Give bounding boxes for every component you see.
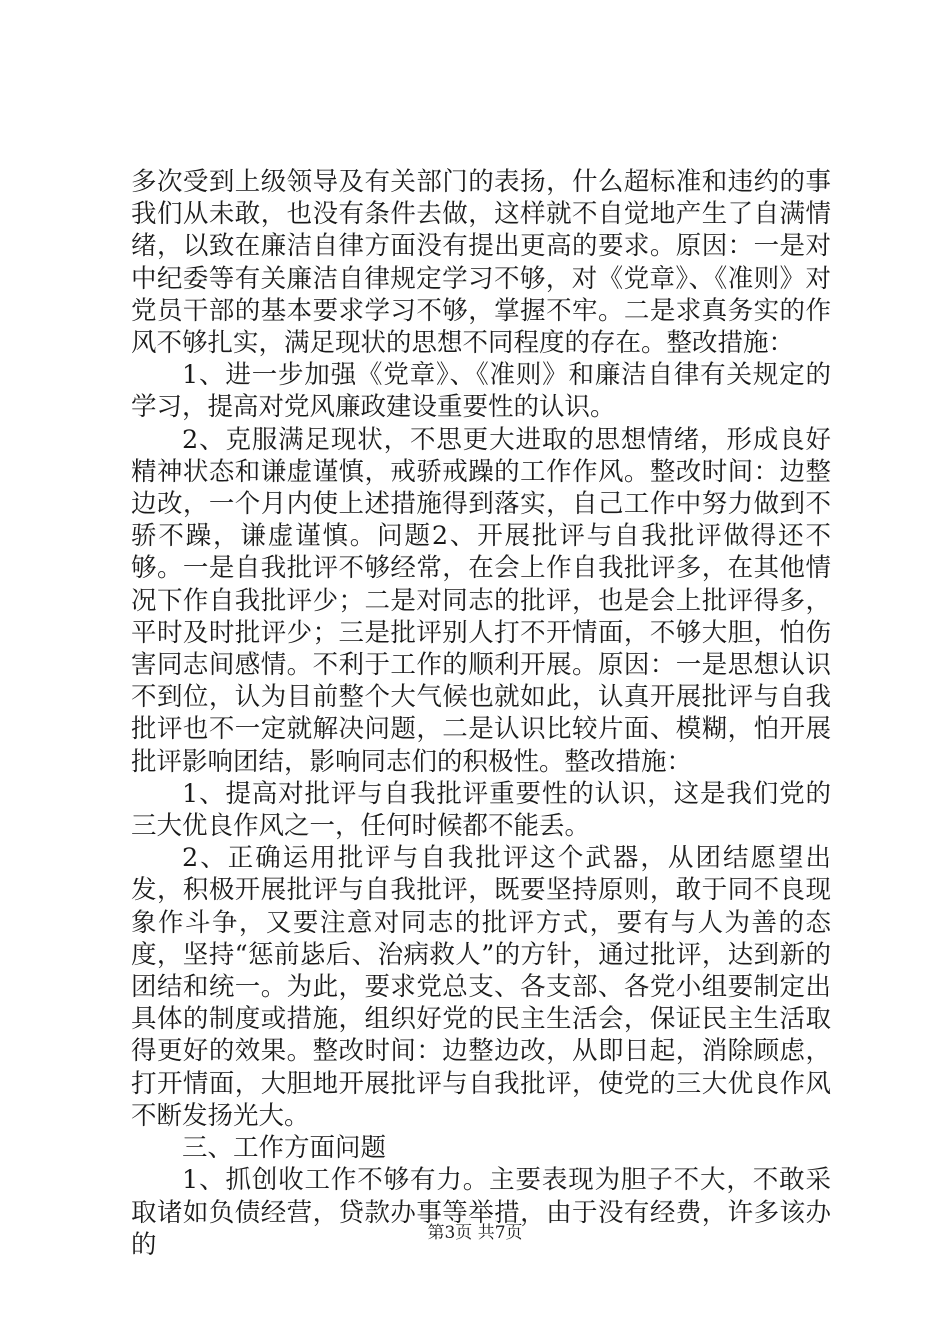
document-body	[131, 166, 831, 1261]
paragraph-1: 多次受到上级领导及有关部门的表扬，什么超标准和违约的事我们从未敢，也没有条件去做，这样就不自觉地产生了自满情绪，以致在廉洁自律方面没有提出更高的要求。原因：一是对中纪委等有关廉洁自律规定学习不够，对《党章》、《准则》对党员干部的基本要求学习不够，掌握不牢。二是求真务实的作风不够扎实，满足现状的思想不同程度的存在。整改措施：	[131, 167, 831, 359]
paragraph-4: 1、提高对批评与自我批评重要性的认识，这是我们党的三大优良作风之一，任何时候都不能丢。	[131, 778, 831, 842]
paragraph-7: 1、抓创收工作不够有力。主要表现为胆子不大，不敢采取诸如负债经营，贷款办事等举措，由于没有经费，许多该办的	[131, 1165, 831, 1260]
paragraph-5: 2、正确运用批评与自我批评这个武器，从团结愿望出发，积极开展批评与自我批评，既要坚持原则，敢于同不良现象作斗争，又要注意对同志的批评方式，要有与人为善的态度，坚持“惩前毖后、治病救人”的方针，通过批评，达到新的团结和统一。为此，要求党总支、各支部、各党小组要制定出具体的制度或措施，组织好党的民主生活会，保证民主生活取得更好的效果。整改时间：边整边改，从即日起，消除顾虑，打开情面，大胆地开展批评与自我批评，使党的三大优良作风不断发扬光大。	[131, 843, 831, 1131]
section-heading: 三、工作方面问题	[182, 1133, 387, 1164]
paragraph-2: 1、进一步加强《党章》、《准则》和廉洁自律有关规定的学习，提高对党风廉政建设重要性的认识。	[131, 360, 831, 423]
page-number-footer: 第3页 共7页	[427, 1223, 523, 1243]
paragraph-3: 2、克服满足现状，不思更大进取的思想情绪，形成良好精神状态和谦虚谨慎，戒骄戒躁的工作作风。整改时间：边整边改，一个月内使上述措施得到落实，自己工作中努力做到不骄不躁，谦虚谨慎。问题2、开展批评与自我批评做得还不够。一是自我批评不够经常，在会上作自我批评多，在其他情况下作自我批评少；二是对同志的批评，也是会上批评得多，平时及时批评少；三是批评别人打不开情面，不够大胆，怕伤害同志间感情。不利于工作的顺利开展。原因：一是思想认识不到位，认为目前整个大气候也就如此，认真开展批评与自我批评也不一定就解决问题，二是认识比较片面、模糊，怕开展批评影响团结，影响同志们的积极性。整改措施：	[131, 424, 831, 777]
